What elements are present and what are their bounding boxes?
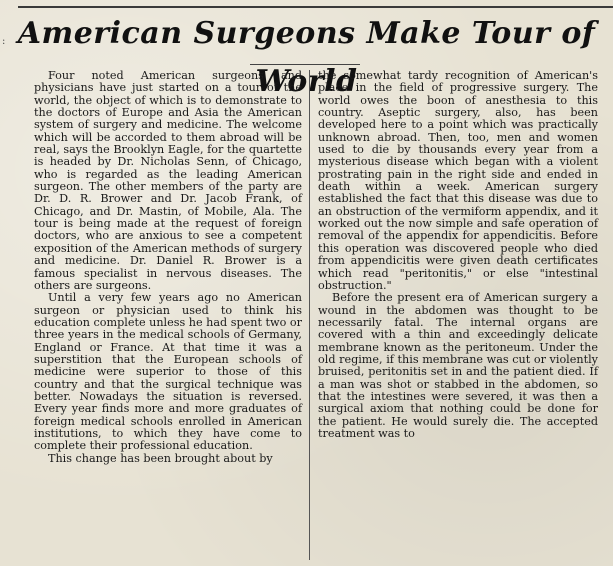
paragraph: Four noted American surgeons and physicians have just started on a tour of the world, the object of which is to demonstrate to the doctors of Europe and Asia the American system of surgery and medicine. The welcome which will be accorded to them abroad will be real, says the Brooklyn Eagle, for the quartette is headed by Dr. Nicholas Senn, of Chicago, who is regarded as the leading American surgeon. The other members of the party are Dr. D. R. Brower and Dr. Jacob Frank, of Chicago, and Dr. Mastin, of Mobile, Ala. The tour is being made at the request of foreign doctors, who are anxious to see a competent exposition of the American methods of surgery and medicine. Dr. Daniel R. Brower is a famous specialist in nervous diseases. The others are surgeons.	[34, 69, 302, 292]
margin-mark: :	[2, 36, 6, 47]
paragraph: Until a very few years ago no American surgeon or physician used to think his education complete unless he had spent two or three years in the medical schools of Germany, England or France. At that time it was a superstition that the European schools of medicine were superior to those of this country and that the surgical technique was better. Nowadays the situation is reversed. Every year finds more and more graduates of foreign medical schools enrolled in American institutions, to which they have come to complete their professional education.	[34, 291, 302, 453]
top-rule	[18, 0, 613, 8]
paragraph: the somewhat tardy recognition of American's place in the field of progressive surgery. The world owes the boon of anesthesia to this country. Aseptic surgery, also, has been developed here to a point which was practically unknown abroad. Then, too, men and women used to die by thousands every year from a mysterious disease which began with a violent prostrating pain in the right side and ended in death within a week. American surgery established the fact that this disease was due to an obstruction of the vermiform appendix, and it worked out the now simple and safe operation of removal of the appendix for appendicitis. Before this operation was discovered people who died from appendicitis were given death certificates which read "peritonitis," or else "intestinal obstruction."	[318, 69, 598, 292]
column-divider	[309, 70, 310, 560]
left-column	[34, 70, 302, 465]
right-column	[318, 70, 598, 440]
paragraph: This change has been brought about by	[48, 451, 273, 465]
headline: American Surgeons Make Tour of World	[17, 16, 596, 99]
paragraph: Before the present era of American surgery a wound in the abdomen was thought to be necessarily fatal. The internal organs are covered with a thin and exceedingly delicate membrane known as the peritoneum. Under the old regime, if this membrane was cut or violently bruised, peritonitis set in and the patient died. If a man was shot or stabbed in the abdomen, so that the intestines were severed, it was then a surgical axiom that nothing could be done for the patient. He would surely die. The accepted treatment was to	[318, 291, 598, 440]
headline-divider	[250, 64, 360, 65]
